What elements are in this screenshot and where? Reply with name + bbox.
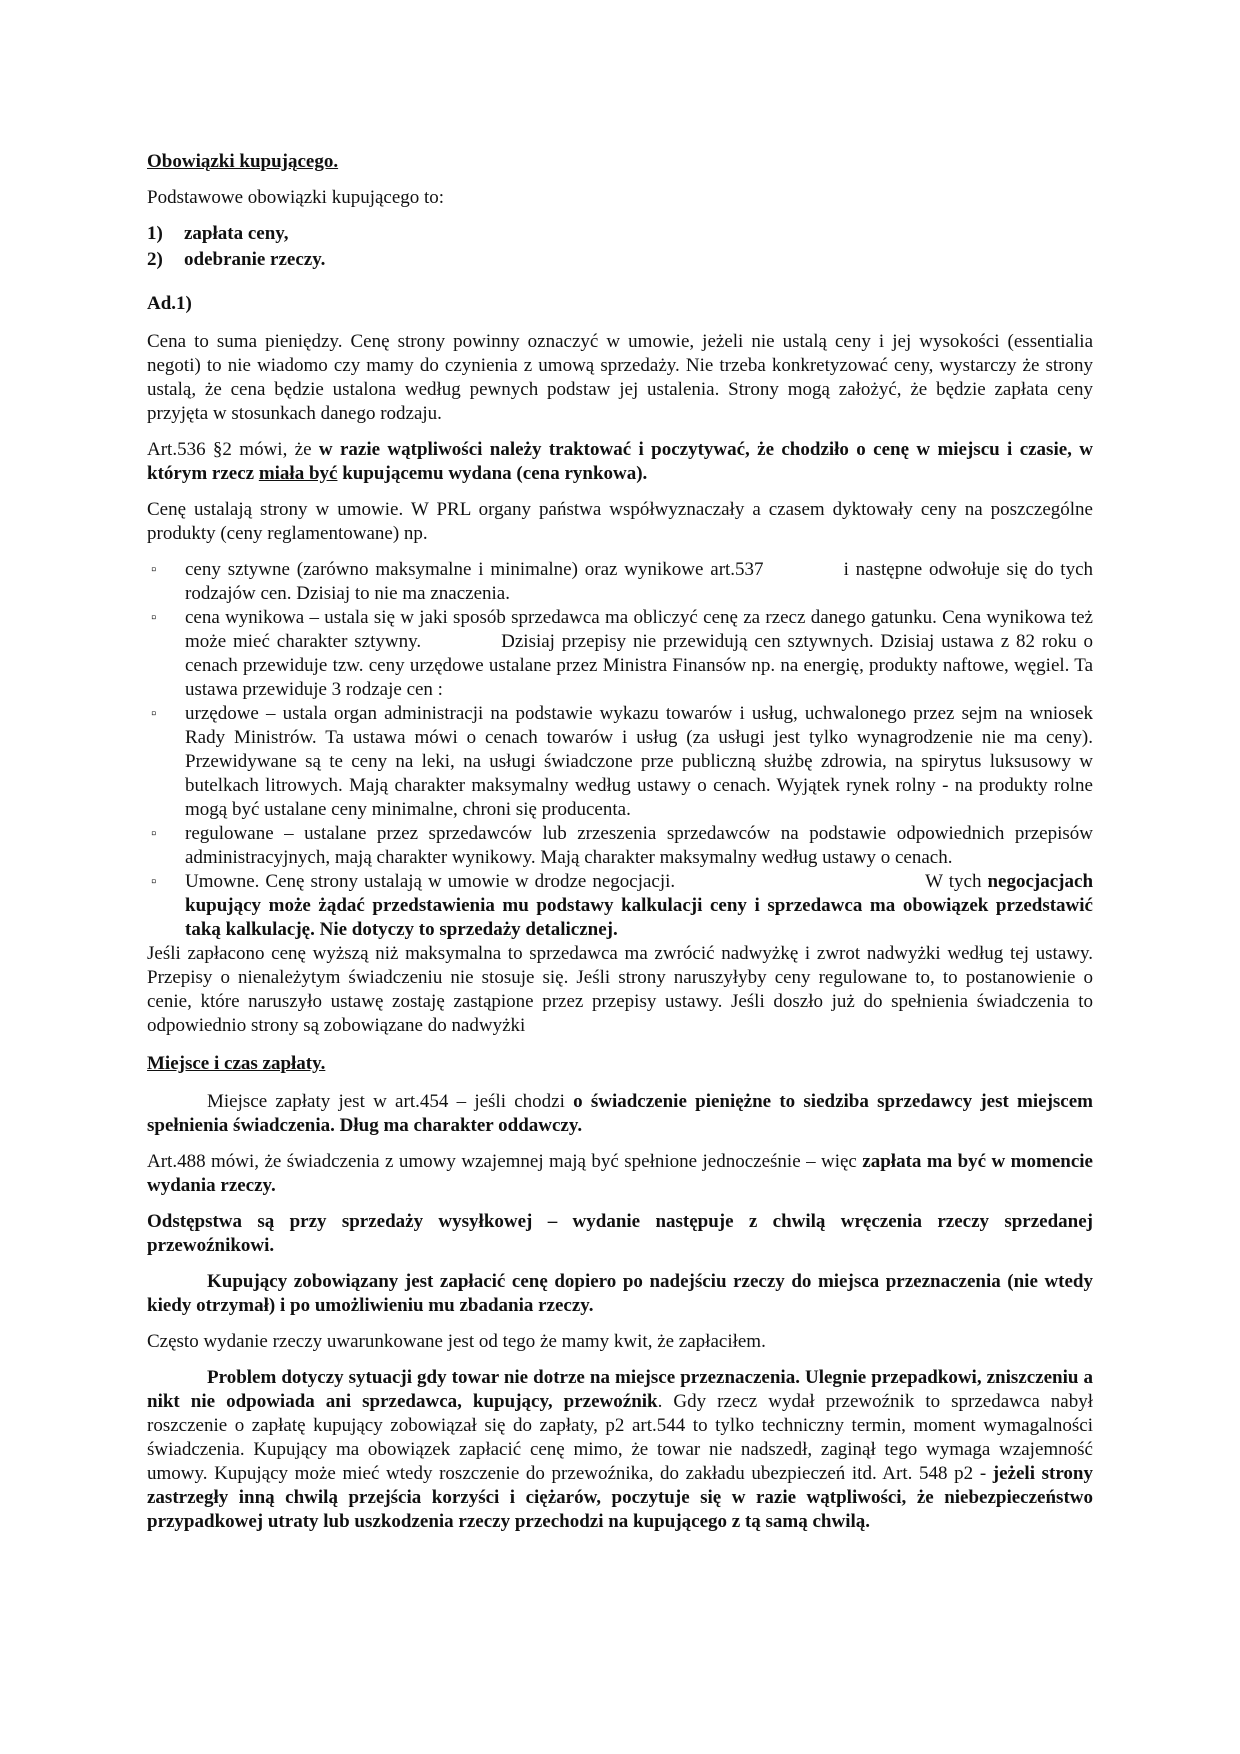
- text-run: ceny sztywne (zarówno maksymalne i minimalne) oraz wynikowe art.537: [185, 559, 764, 580]
- intro-paragraph: Podstawowe obowiązki kupującego to:: [147, 187, 445, 208]
- paragraph-prl: Cenę ustalają strony w umowie. W PRL organy państwa współwyznaczały a czasem dyktowały ceny na poszczególne produkty (ceny reglamentowane) np.: [147, 499, 1093, 544]
- bullet-square-icon: ▫: [151, 706, 157, 722]
- text-run: . Gdy rzecz wydał przewoźnik to sprzedawca nabył roszczenie o zapłatę kupujący zobowiązał się do zapłaty, p2 art.544 to tylko techniczny termin, moment wymagalności świadczenia. Kupujący ma obowiązek zapłacić cenę mimo, że towar nie nadszedł, zaginął tego wymaga wzajemność umowy. Kupujący może mieć wtedy roszczenie do przewoźnika, do zakładu ubezpieczeń itd. Art. 548 p2 -: [147, 1391, 1093, 1484]
- text-run: Art.536 §2 mówi, że: [147, 439, 319, 460]
- list-item: [147, 606, 1093, 702]
- list-item: [147, 702, 1093, 822]
- duties-list: [147, 222, 1093, 272]
- document-body: [147, 150, 1093, 1546]
- text-run: regulowane – ustalane przez sprzedawców lub zrzeszenia sprzedawców na podstawie odpowiednich przepisów administracyjnych, mają charakter wynikowy. Mają charakter maksymalny według ustawy o cenach.: [185, 823, 1093, 868]
- list-item: [147, 870, 1093, 942]
- duty-text: odebranie rzeczy.: [184, 249, 326, 270]
- section-heading-obligations: Obowiązki kupującego.: [147, 151, 339, 172]
- bold-run: o świadczenie pieniężne to siedziba sprzedawcy jest miejscem spełnienia świadczenia. Dług ma charakter oddawczy.: [147, 1091, 1093, 1136]
- bullet-square-icon: ▫: [151, 874, 157, 890]
- text-run: cena wynikowa – ustala się w jaki sposób sprzedawca ma obliczyć cenę za rzecz danego gatunku. Cena wynikowa też może mieć charakter sztywny.: [185, 607, 1093, 652]
- underlined-run: miała być: [258, 463, 338, 484]
- text-run: Umowne. Cenę strony ustalają w umowie w drodze negocjacji.: [185, 871, 676, 892]
- paragraph-buyer-payment: [147, 1270, 1093, 1318]
- text-run: Art.488 mówi, że świadczenia z umowy wzajemnej mają być spełnione jednocześnie – więc: [147, 1151, 863, 1172]
- text-run: W tych: [925, 871, 982, 892]
- text-run: urzędowe – ustala organ administracji na podstawie wykazu towarów i usług, uchwalonego przez sejm na wniosek Rady Ministrów. Ta ustawa mówi o cenach towarów i usług (za usługi jest tylko wynagrodzenie nie ma ceny). Przewidywane są te ceny na leki, na usługi świadczone prze publiczną służbę zdrowia, na spirytus luksusowy w butelkach litrowych. Mają charakter maksymalny według ustawy o cenach. Wyjątek rynek rolny - na produkty rolne mogą być ustalane ceny minimalne, chroni się producenta.: [185, 703, 1093, 820]
- list-item: [147, 558, 1093, 606]
- text-run: Dzisiaj przepisy nie przewidują cen sztywnych. Dzisiaj ustawa z 82 roku o cenach przewiduje tzw. ceny urzędowe ustalane przez Ministra Finansów np. na energię, produkty naftowe, węgiel. Ta ustawa przewiduje 3 rodzaje cen :: [185, 631, 1093, 700]
- bold-run: Kupujący zobowiązany jest zapłacić cenę dopiero po nadejściu rzeczy do miejsca przeznaczenia (nie wtedy kiedy otrzymał) i po umożliwieniu mu zbadania rzeczy.: [147, 1271, 1093, 1316]
- bold-run: w razie wątpliwości należy traktować i poczytywać, że chodziło o cenę w miejscu i czasie, w którym rzecz: [147, 439, 1093, 484]
- paragraph-art536: [147, 438, 1093, 486]
- bold-run: Odstępstwa są przy sprzedaży wysyłkowej – wydanie następuje z chwilą wręczenia rzeczy sprzedanej przewoźnikowi.: [147, 1211, 1093, 1256]
- bold-run: kupującemu wydana (cena rynkowa).: [337, 463, 648, 484]
- duty-text: zapłata ceny,: [184, 223, 289, 244]
- paragraph-art488: [147, 1150, 1093, 1198]
- list-item: [147, 822, 1093, 870]
- paragraph-surplus: Jeśli zapłacono cenę wyższą niż maksymalna to sprzedawca ma zwrócić nadwyżkę i zwrot nadwyżki według tej ustawy. Przepisy o nienależytym świadczeniu nie stosuje się. Jeśli strony naruszyłyby ceny regulowane to, to postanowienie o cenie, które naruszyło ustawę zostaję zastąpione przez przepisy ustawy. Jeśli doszło już do spełnienia świadczenia to odpowiednio strony są zobowiązane do nadwyżki: [147, 943, 1093, 1036]
- bold-run: zapłata ma być w momencie wydania rzeczy.: [147, 1151, 1093, 1196]
- price-types-list: [147, 558, 1093, 942]
- bold-run: negocjacjach kupujący może żądać przedstawienia mu podstawy kalkulacji ceny i sprzedawca ma obowiązek przedstawić taką kalkulację. Nie dotyczy to sprzedaży detalicznej.: [185, 871, 1094, 940]
- section-heading-place-time: Miejsce i czas zapłaty.: [147, 1053, 326, 1074]
- duty-item: [147, 248, 1093, 272]
- bullet-square-icon: ▫: [151, 826, 157, 842]
- bullet-square-icon: ▫: [151, 562, 157, 578]
- paragraph-exceptions: [147, 1210, 1093, 1258]
- paragraph-receipt: Często wydanie rzeczy uwarunkowane jest od tego że mamy kwit, że zapłaciłem.: [147, 1331, 766, 1352]
- paragraph-problem: [147, 1366, 1093, 1534]
- paragraph-art454: [147, 1090, 1093, 1138]
- bold-run: Problem dotyczy sytuacji gdy towar nie dotrze na miejsce przeznaczenia. Ulegnie przepadkowi, zniszczeniu a nikt nie odpowiada ani sprzedawca, kupujący, przewoźnik: [147, 1367, 1093, 1412]
- ad1-heading: Ad.1): [147, 293, 192, 314]
- duty-item: [147, 222, 1093, 246]
- text-run: i następne odwołuje się do tych rodzajów cen. Dzisiaj to nie ma znaczenia.: [185, 559, 1094, 604]
- paragraph-price-definition: Cena to suma pieniędzy. Cenę strony powinny oznaczyć w umowie, jeżeli nie ustalą ceny i jej wysokości (essentialia negoti) to nie wiadomo czy mamy do czynienia z umową sprzedaży. Nie trzeba konkretyzować ceny, wystarczy że strony ustalą, że cena będzie ustalona według pewnych podstaw jej ustalenia. Strony mogą założyć, że będzie zapłata ceny przyjęta w stosunkach danego rodzaju.: [147, 331, 1093, 424]
- bullet-square-icon: ▫: [151, 610, 157, 626]
- duty-number: 1): [147, 223, 163, 244]
- duty-number: 2): [147, 249, 163, 270]
- bold-run: jeżeli strony zastrzegły inną chwilą przejścia korzyści i ciężarów, poczytuje się w razie wątpliwości, że niebezpieczeństwo przypadkowej utraty lub uszkodzenia rzeczy przechodzi na kupującego z tą samą chwilą.: [147, 1463, 1094, 1532]
- text-run: Miejsce zapłaty jest w art.454 – jeśli chodzi: [207, 1091, 574, 1112]
